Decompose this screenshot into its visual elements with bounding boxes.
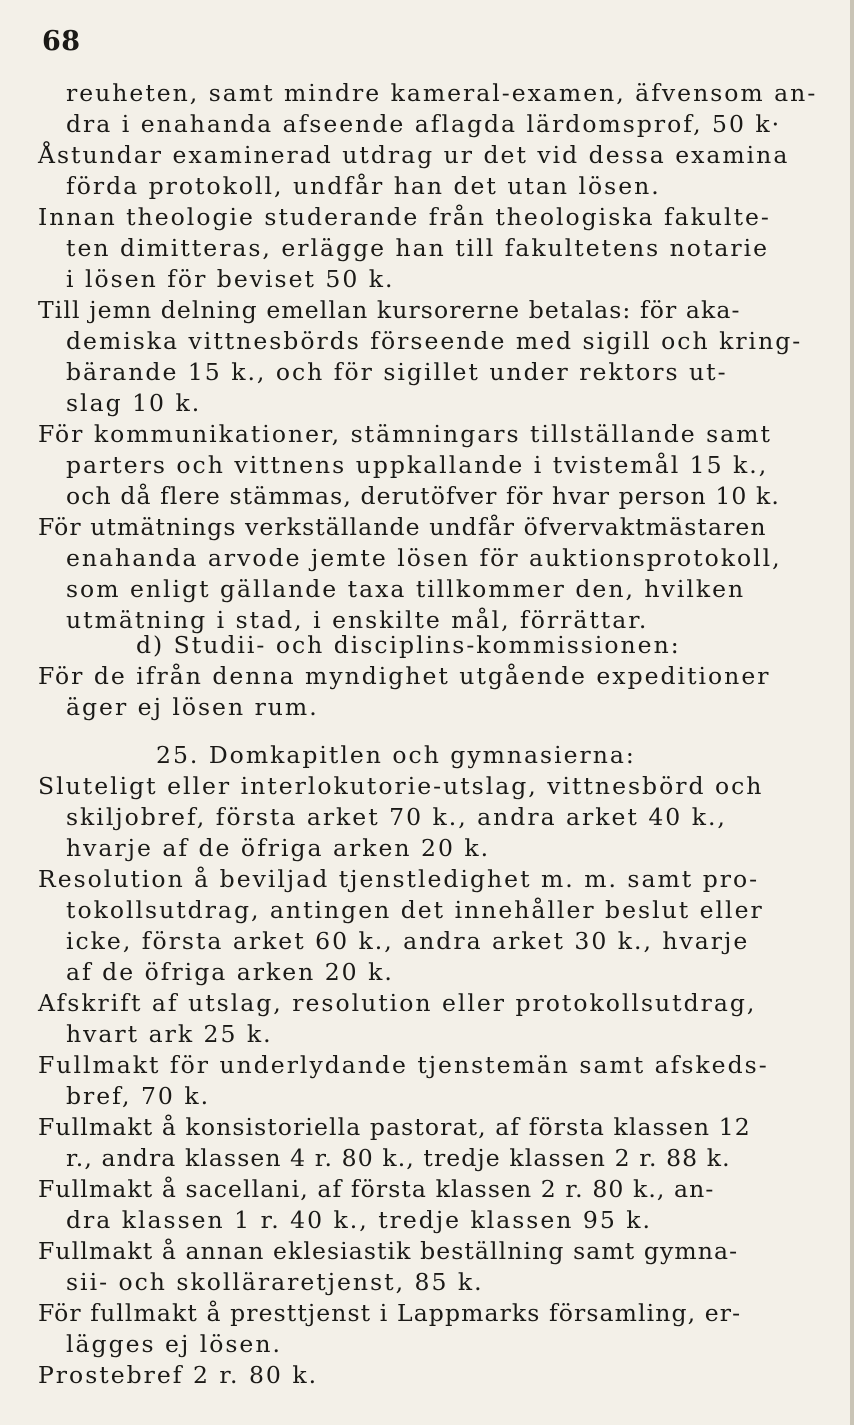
text-line: utmätning i stad, i enskilte mål, förrättar.	[66, 606, 649, 634]
text-line: skiljobref, första arket 70 k., andra arket 40 k.,	[66, 803, 727, 831]
text-line: och då flere stämmas, derutöfver för hvar person 10 k.	[66, 482, 780, 510]
text-line: För utmätnings verkställande undfår öfvervaktmästaren	[38, 513, 767, 541]
text-line: Sluteligt eller interlokutorie-utslag, vittnesbörd och	[38, 772, 764, 800]
text-line: Prostebref 2 r. 80 k.	[38, 1361, 319, 1389]
text-line: bärande 15 k., och för sigillet under rektors ut-	[66, 358, 728, 386]
section-heading: 25. Domkapitlen och gymnasierna:	[156, 741, 636, 769]
text-line: slag 10 k.	[66, 389, 202, 417]
text-line: Innan theologie studerande från theologiska fakulte-	[38, 203, 771, 231]
text-line: Fullmakt å konsistoriella pastorat, af första klassen 12	[38, 1113, 751, 1141]
text-line: parters och vittnens uppkallande i tvistemål 15 k.,	[66, 451, 769, 479]
text-line: äger ej lösen rum.	[66, 693, 319, 721]
text-line: tokollsutdrag, antingen det innehåller beslut eller	[66, 896, 764, 924]
text-line: r., andra klassen 4 r. 80 k., tredje klassen 2 r. 88 k.	[66, 1144, 731, 1172]
text-line: bref, 70 k.	[66, 1082, 211, 1110]
text-line: Åstundar examinerad utdrag ur det vid dessa examina	[38, 141, 790, 169]
page-edge	[850, 0, 854, 1425]
text-line: För kommunikationer, stämningars tillställande samt	[38, 420, 772, 448]
text-line: Fullmakt för underlydande tjenstemän samt afskeds-	[38, 1051, 769, 1079]
text-line: dra i enahanda afseende aflagda lärdomsprof, 50 k·	[66, 110, 782, 138]
text-line: Resolution å beviljad tjenstledighet m. m. samt pro-	[38, 865, 760, 893]
text-line: För fullmakt å presttjenst i Lappmarks församling, er-	[38, 1299, 742, 1327]
text-line: Fullmakt å sacellani, af första klassen 2 r. 80 k., an-	[38, 1175, 715, 1203]
text-line: demiska vittnesbörds förseende med sigill och kring-	[66, 327, 803, 355]
text-line: Afskrift af utslag, resolution eller protokollsutdrag,	[38, 989, 757, 1017]
text-line: i lösen för beviset 50 k.	[66, 265, 395, 293]
text-line: dra klassen 1 r. 40 k., tredje klassen 95 k.	[66, 1206, 652, 1234]
text-line: icke, första arket 60 k., andra arket 30 k., hvarje	[66, 927, 750, 955]
text-line: lägges ej lösen.	[66, 1330, 282, 1358]
text-line: Fullmakt å annan eklesiastik beställning samt gymna-	[38, 1237, 739, 1265]
text-line: som enligt gällande taxa tillkommer den, hvilken	[66, 575, 746, 603]
text-line: För de ifrån denna myndighet utgående expeditioner	[38, 662, 771, 690]
text-line: ten dimitteras, erlägge han till fakultetens notarie	[66, 234, 770, 262]
text-line: enahanda arvode jemte lösen för auktionsprotokoll,	[66, 544, 782, 572]
text-line: hvarje af de öfriga arken 20 k.	[66, 834, 491, 862]
text-line: sii- och skolläraretjenst, 85 k.	[66, 1268, 484, 1296]
text-line: förda protokoll, undfår han det utan lösen.	[66, 172, 661, 200]
text-line: reuheten, samt mindre kameral-examen, äfvensom an-	[66, 79, 818, 107]
text-line: af de öfriga arken 20 k.	[66, 958, 394, 986]
text-line: hvart ark 25 k.	[66, 1020, 273, 1048]
page-number: 68	[42, 26, 81, 57]
section-heading: d) Studii- och disciplins-kommissionen:	[136, 631, 681, 659]
text-line: Till jemn delning emellan kursorerne betalas: för aka-	[38, 296, 741, 324]
